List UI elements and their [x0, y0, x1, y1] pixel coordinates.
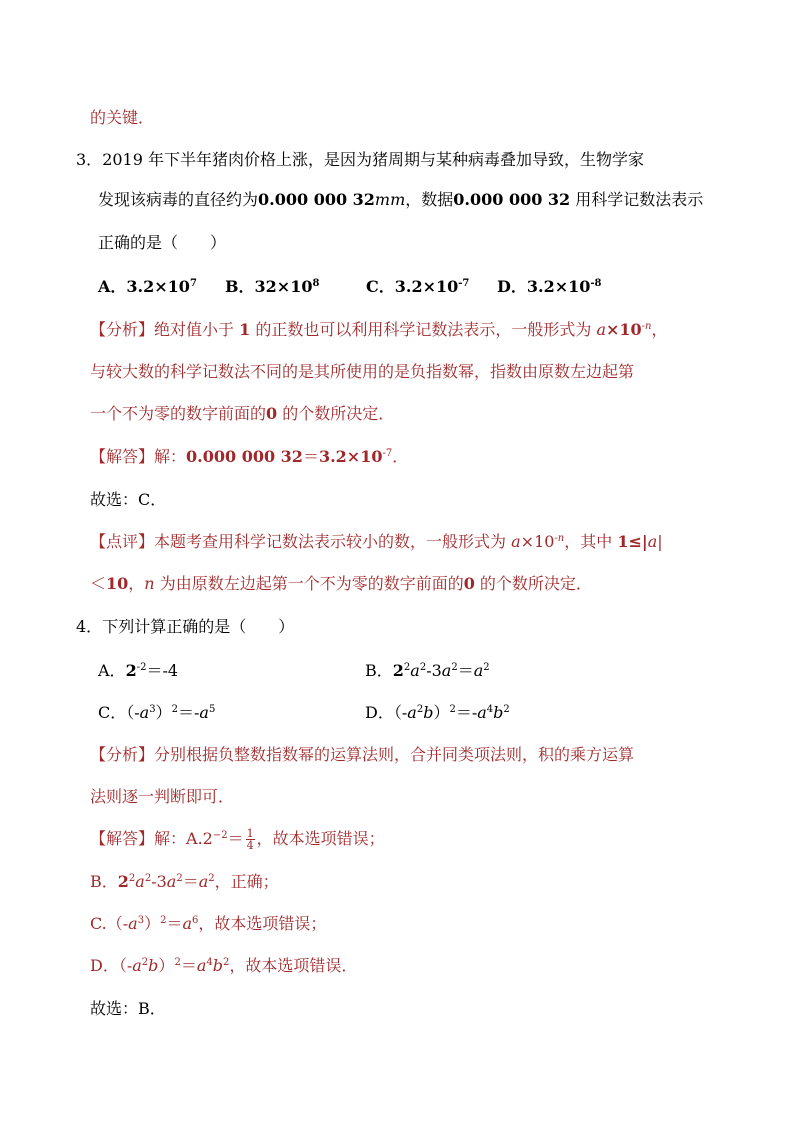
q4-text: 下列计算正确的是（ ） — [102, 617, 295, 636]
q4-optC-4: ＝- — [177, 703, 200, 722]
q4-optB-2e: 2 — [419, 662, 427, 673]
q3-comment1f: 1≤| — [617, 532, 648, 551]
q3-text2a: 发现该病毒的直径约为 — [98, 190, 259, 209]
q4-lineC-2e: 3 — [137, 915, 145, 926]
q4-lineD-7e: 2 — [223, 957, 230, 968]
q4-analysis-line1 — [90, 745, 634, 765]
q4-solution-line1 — [90, 828, 385, 851]
q3-stem-line1 — [76, 150, 644, 170]
q3-comment1h: | — [657, 532, 663, 551]
q3-analysis1g: ， — [651, 320, 668, 339]
q4-optD-6: a — [477, 703, 487, 722]
q3-unit: mm — [374, 190, 406, 209]
q3-solution-e: -7 — [382, 448, 393, 459]
q3-text2b: 0.000 000 32 — [258, 190, 375, 209]
q4-lineC-4: ＝ — [166, 914, 183, 933]
q3-analysis-line3 — [90, 404, 394, 424]
q4-lineD-3: b — [148, 956, 159, 975]
q4-lineC-5: a — [182, 914, 193, 933]
q4-lineC-2: a — [128, 914, 138, 933]
q3-option-b — [225, 277, 319, 297]
q4-lineC-3: ） — [144, 914, 161, 933]
q3-solution — [90, 447, 408, 467]
q4-optD-4: ） — [433, 703, 450, 722]
q4-lineC-6: ，故本选项错误； — [198, 914, 327, 933]
q4-optA-base: 2 — [125, 661, 137, 680]
q3-text1: 2019 年下半年猪肉价格上涨，是因为猪周期与某种病毒叠加导致，生物学家 — [102, 150, 644, 169]
q4-optC-label: C． — [98, 703, 127, 722]
q4-choose-text: 故选：B． — [90, 999, 166, 1018]
q4-optB-1e: 2 — [403, 662, 411, 673]
q3-text2e: 0.000 000 32 — [453, 190, 571, 209]
q3-option-a — [98, 277, 197, 297]
q3-optD-exp: -8 — [590, 278, 602, 289]
q4-lineB-7: a — [198, 872, 209, 891]
q3-analysis3a: 一个不为零的数字前面的 — [90, 404, 267, 423]
q4-optC-5: a — [199, 703, 209, 722]
q4-lineD-6: a — [196, 956, 207, 975]
q4-analysis-line2 — [90, 787, 234, 807]
q3-analysis3b: 0 — [266, 404, 278, 423]
q3-stem-line2 — [98, 190, 703, 210]
q3-optB-label: B． — [225, 277, 255, 296]
q4-solution-b: 2 — [202, 829, 213, 848]
q4-option-a — [98, 661, 178, 681]
q3-comment-line1 — [90, 532, 663, 552]
q4-optD-label: D． — [365, 703, 394, 722]
q4-lineD-2e: 2 — [141, 957, 149, 968]
q4-lineB-3e: 2 — [144, 873, 152, 884]
q4-optA-rest: ＝-4 — [146, 661, 179, 680]
q3-optA-exp: 7 — [189, 278, 197, 289]
q4-number: 4． — [76, 617, 103, 636]
q3-analysis-line1 — [90, 320, 668, 340]
q3-analysis3c: 的个数所决定． — [277, 404, 395, 423]
q4-optB-1: 2 — [392, 661, 404, 680]
q3-solution-a: 解： — [154, 447, 187, 466]
q3-optD-base: 3.2×10 — [526, 277, 591, 296]
q3-text2d: ，数据 — [405, 190, 454, 209]
q3-comment1d: -n — [554, 533, 565, 544]
q3-comment-tag: 【点评】 — [90, 532, 155, 551]
q3-analysis1e: ×10 — [605, 320, 642, 339]
q3-comment2a: ＜ — [90, 574, 107, 593]
q3-choose — [90, 490, 166, 510]
q4-lineB-1: B． — [90, 872, 118, 891]
q4-optC-1: （- — [126, 703, 140, 722]
q4-lineB-2: 2 — [117, 872, 129, 891]
q4-optD-5: ＝- — [455, 703, 478, 722]
fraction-numerator: 1 — [246, 827, 254, 840]
q3-comment1g: a — [647, 532, 658, 551]
q3-optA-base: 3.2×10 — [126, 277, 190, 296]
q3-analysis1c: 的正数也可以利用科学记数法表示，一般形式为 — [250, 320, 597, 339]
q4-optB-3: -3 — [426, 661, 442, 680]
q4-optB-5: ＝ — [457, 661, 474, 680]
q4-lineD-8: ，故本选项错误． — [229, 956, 358, 975]
q4-lineB-8: ，正确； — [214, 872, 279, 891]
q4-lineB-2e: 2 — [128, 873, 136, 884]
q4-analysis2: 法则逐一判断即可． — [90, 787, 235, 806]
q4-optB-6e: 2 — [483, 662, 490, 673]
q4-analysis1: 分别根据负整数指数幂的运算法则，合并同类项法则，积的乘方运算 — [154, 745, 635, 764]
q3-choose-text: 故选：C． — [90, 490, 167, 509]
q4-option-c — [98, 703, 215, 723]
q4-lineD-2: a — [132, 956, 142, 975]
q4-optD-3: b — [423, 703, 434, 722]
prev-tail-text: 的关键． — [90, 108, 155, 127]
q3-optA-label: A． — [98, 277, 127, 296]
q3-number: 3． — [76, 150, 103, 169]
q4-optB-label: B． — [365, 661, 393, 680]
q4-optD-4e: 2 — [449, 704, 456, 715]
q4-lineB-5e: 2 — [176, 873, 183, 884]
q3-optD-label: D． — [497, 277, 527, 296]
q4-optC-2: a — [139, 703, 150, 722]
q4-lineC-5e: 6 — [192, 915, 199, 926]
q4-solution-fraction — [246, 828, 255, 851]
q4-lineD-6e: 4 — [206, 957, 213, 968]
q4-optA-exp: -2 — [136, 662, 147, 673]
prev-answer-tail — [90, 108, 154, 128]
q3-comment-line2 — [90, 574, 592, 594]
q3-analysis1f: -n — [641, 321, 652, 332]
q4-optC-3e: 2 — [171, 704, 178, 715]
q4-lineD-4e: 2 — [174, 957, 181, 968]
q3-comment2b: 10 — [106, 574, 129, 593]
q4-choose — [90, 999, 166, 1019]
q3-optC-exp: -7 — [458, 278, 470, 289]
q3-text2f: 用科学记数法表示 — [570, 190, 704, 209]
q4-lineB-5: a — [166, 872, 177, 891]
q3-comment2f: 0 — [463, 574, 475, 593]
q4-lineC-3e: 2 — [160, 915, 167, 926]
q3-comment1e: ，其中 — [564, 532, 618, 551]
q3-option-c — [366, 277, 469, 297]
q4-lineD-5: ＝ — [180, 956, 197, 975]
q4-lineC-1: C.（- — [90, 914, 129, 933]
q4-analysis-tag: 【分析】 — [90, 745, 155, 764]
q4-optC-2e: 3 — [149, 704, 156, 715]
q4-optD-7: b — [493, 703, 504, 722]
q4-lineB-6: ＝ — [182, 872, 199, 891]
q4-optD-7e: 2 — [503, 704, 510, 715]
q3-optC-base: 3.2×10 — [394, 277, 459, 296]
q3-solution-c: ＝ — [302, 447, 319, 466]
q3-solution-b: 0.000 000 32 — [186, 447, 303, 466]
q3-analysis2: 与较大数的科学记数法不同的是其所使用的是负指数幂，指数由原数左边起第 — [90, 362, 635, 381]
q4-optC-3: ） — [155, 703, 172, 722]
q4-optA-label: A． — [98, 661, 126, 680]
q4-solution-d: ，故本选项错误； — [256, 829, 385, 848]
q3-analysis-tag: 【分析】 — [90, 320, 155, 339]
q4-solution-line-d — [90, 956, 357, 976]
q3-stem-line3 — [98, 233, 226, 253]
q4-optD-2e: 2 — [416, 704, 424, 715]
q3-solution-f: ． — [392, 447, 409, 466]
q3-comment2e: 为由原数左边起第一个不为零的数字前面的 — [154, 574, 464, 593]
q4-optB-4: a — [441, 661, 452, 680]
q3-analysis1d: a — [596, 320, 606, 339]
fraction-denominator: 4 — [246, 839, 254, 852]
q4-optD-6e: 4 — [486, 704, 494, 715]
q4-solution-be: −2 — [212, 830, 228, 841]
q4-optD-2: a — [407, 703, 417, 722]
q3-comment1c: ×10 — [520, 532, 555, 551]
q3-optC-label: C． — [366, 277, 395, 296]
q4-lineD-4: ） — [158, 956, 175, 975]
q4-option-d — [365, 703, 510, 723]
q4-optB-6: a — [473, 661, 484, 680]
q3-comment2d: n — [144, 574, 155, 593]
q3-analysis1a: 绝对值小于 — [154, 320, 240, 339]
q4-lineB-7e: 2 — [208, 873, 215, 884]
q4-option-b — [365, 661, 490, 681]
q4-solution-c: ＝ — [227, 829, 244, 848]
q4-solution-a: 解：A. — [154, 829, 203, 848]
q4-solution-line-c — [90, 914, 326, 934]
q4-solution-line-b — [90, 872, 279, 892]
q4-optC-5e: 5 — [208, 704, 216, 715]
q3-option-d — [497, 277, 602, 297]
q4-lineB-3: a — [135, 872, 145, 891]
q4-lineD-7: b — [212, 956, 223, 975]
q3-optB-exp: 8 — [312, 278, 320, 289]
q4-lineD-1: D．（- — [90, 956, 133, 975]
q4-optD-1: （- — [393, 703, 408, 722]
q4-stem — [76, 617, 294, 637]
q3-optB-base: 32×10 — [254, 277, 313, 296]
q3-solution-tag: 【解答】 — [90, 447, 155, 466]
q3-solution-d: 3.2×10 — [318, 447, 383, 466]
q3-text3: 正确的是（ ） — [98, 233, 227, 252]
q3-comment2c: ， — [128, 574, 145, 593]
q4-solution-tag: 【解答】 — [90, 829, 155, 848]
q3-analysis-line2 — [90, 362, 634, 382]
q4-lineB-4: -3 — [151, 872, 167, 891]
q3-comment1b: a — [511, 532, 521, 551]
q3-analysis1b: 1 — [239, 320, 251, 339]
q3-comment2g: 的个数所决定． — [474, 574, 592, 593]
q4-optB-2: a — [410, 661, 420, 680]
q3-comment1a: 本题考查用科学记数法表示较小的数，一般形式为 — [154, 532, 512, 551]
q4-optB-4e: 2 — [451, 662, 458, 673]
